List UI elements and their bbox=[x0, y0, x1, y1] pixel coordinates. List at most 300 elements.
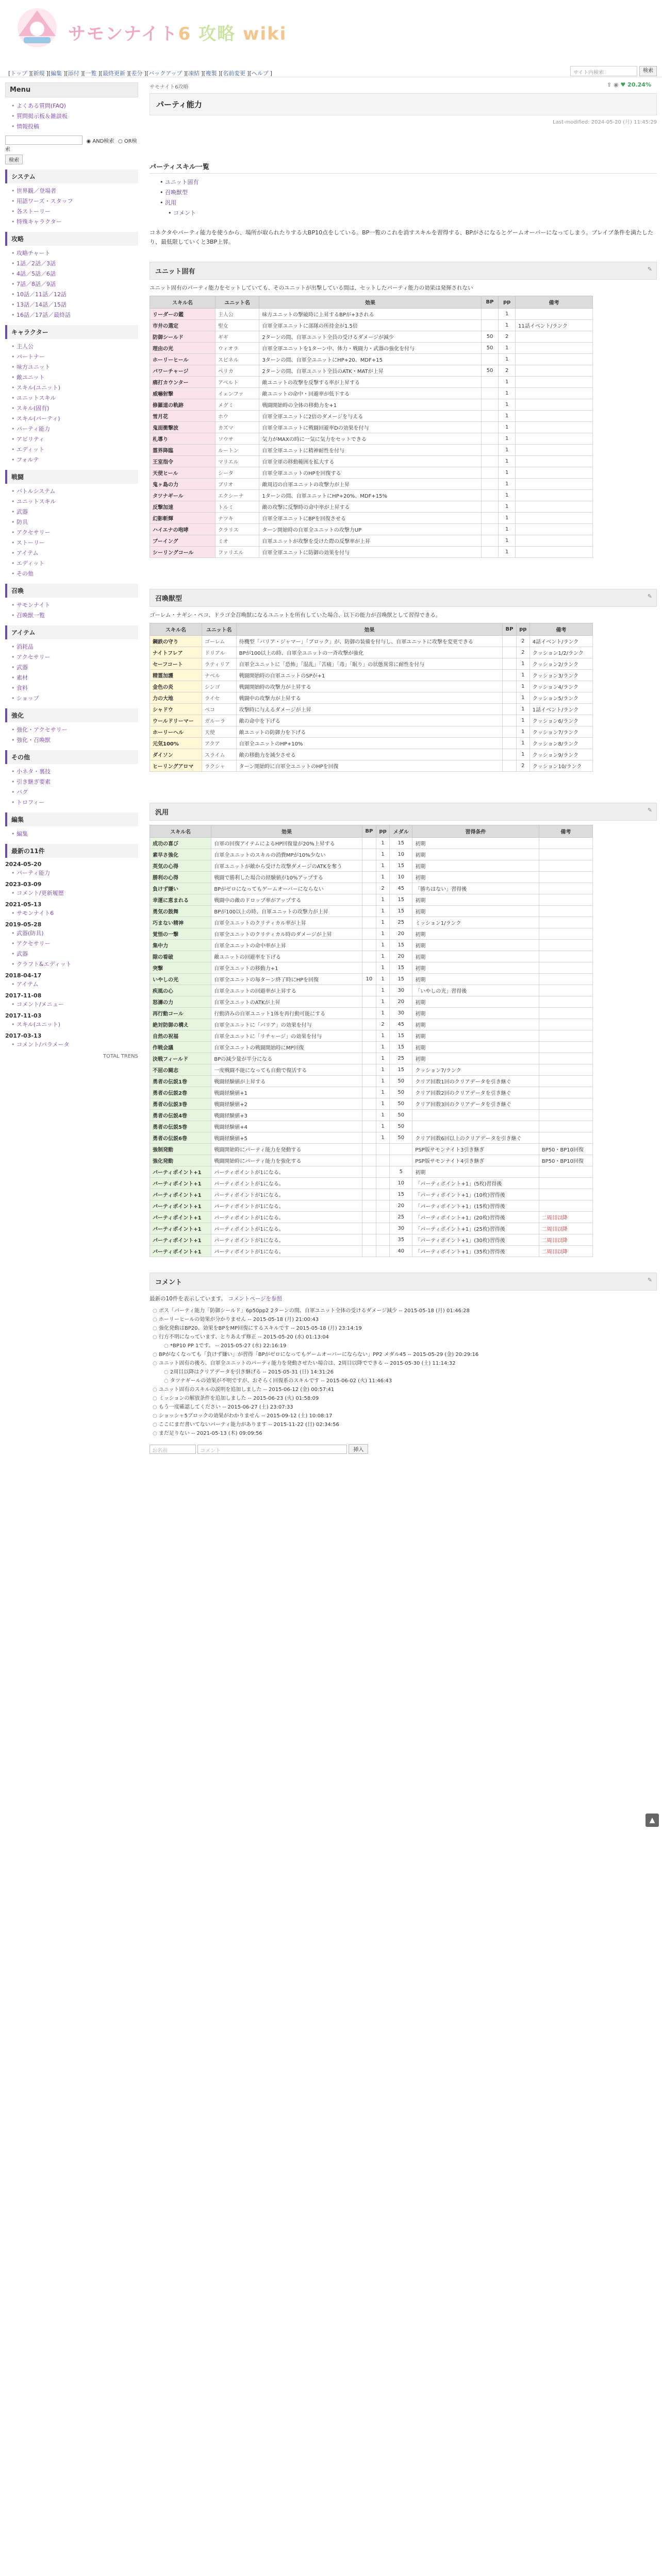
nav-link[interactable]: 新規 bbox=[33, 70, 45, 77]
table-row bbox=[150, 726, 593, 738]
nav-link[interactable]: トップ bbox=[10, 70, 27, 77]
edit-icon[interactable]: ✎ bbox=[647, 807, 652, 814]
recent-item bbox=[11, 959, 138, 969]
nav-link[interactable]: 差分 bbox=[131, 70, 143, 77]
table-cell: BP50・BP10回復 bbox=[539, 1144, 592, 1155]
recent-item-link[interactable]: コメント/メニュー bbox=[16, 1001, 64, 1008]
table-cell: 初期 bbox=[412, 894, 539, 906]
table-cell: アクア bbox=[202, 738, 236, 749]
comment-body-input[interactable]: コメント bbox=[197, 1445, 347, 1454]
nav-bracket: ] bbox=[201, 70, 204, 77]
sidebar-item-link[interactable]: 食料 bbox=[16, 685, 28, 691]
table-cell: 2 bbox=[376, 883, 389, 894]
table-row bbox=[150, 513, 593, 524]
skill-name-cell: 隙の看破 bbox=[150, 951, 211, 962]
summon-skill-table bbox=[150, 623, 593, 772]
table-row bbox=[150, 524, 593, 535]
sidebar-item bbox=[11, 600, 138, 610]
table-cell: カズマ bbox=[215, 422, 259, 433]
table-cell bbox=[539, 1042, 592, 1053]
nav-link[interactable]: 名前変更 bbox=[223, 70, 246, 77]
menu-title: Menu bbox=[5, 82, 138, 97]
sidebar-item bbox=[11, 196, 138, 206]
toc-link[interactable]: 汎用 bbox=[165, 199, 176, 206]
sidebar-item-link[interactable]: 味方ユニット bbox=[16, 364, 51, 370]
or-radio[interactable]: ○ OR検索 bbox=[5, 138, 137, 152]
table-cell bbox=[481, 513, 499, 524]
sidebar-item-link[interactable]: 13話／14話／15話 bbox=[16, 301, 67, 308]
sidebar-link[interactable]: よくある質問(FAQ) bbox=[16, 103, 66, 109]
sidebar-item-link[interactable]: その他 bbox=[16, 570, 34, 577]
sidebar-item-link[interactable]: アクセサリー bbox=[16, 654, 51, 660]
table-cell: 自軍全ユニットに「恐怖」「混乱」「苦痛」「毒」「眠り」の状態異常に耐性を付与 bbox=[236, 658, 503, 670]
table-cell: 1 bbox=[516, 726, 529, 738]
recent-items bbox=[5, 868, 138, 878]
nav-bracket: [ bbox=[8, 70, 11, 77]
table-cell: 1 bbox=[499, 547, 516, 558]
breadcrumb[interactable]: サモナイト6攻略 bbox=[150, 84, 189, 90]
table-cell: 初期 bbox=[412, 962, 539, 974]
table-cell: 1 bbox=[499, 535, 516, 547]
table-row bbox=[150, 309, 593, 320]
table-cell: 5 bbox=[390, 1166, 412, 1178]
skill-name-cell: ハイエナの咆哮 bbox=[150, 524, 216, 535]
table-cell: 気力がMAXの時に一気に気力をセットできる bbox=[259, 433, 481, 445]
table-cell: 1 bbox=[499, 501, 516, 513]
table-cell: 初期 bbox=[412, 906, 539, 917]
sidebar-item-link[interactable]: 敵ユニット bbox=[16, 374, 45, 381]
skill-name-cell: ヒーリングアロマ bbox=[150, 760, 202, 772]
table-cell bbox=[539, 1098, 592, 1110]
sidebar-link-item bbox=[11, 121, 138, 131]
section-summon-desc: ゴーレム・ナギシ・ペコ、ドラゴ全召喚獣になるユニットを所有していた場合、以下の能力が召喚獣として習得できる。 bbox=[150, 612, 441, 619]
scroll-top-icon[interactable]: ▲ bbox=[646, 1814, 659, 1827]
skill-name-cell: リーダーの鑑 bbox=[150, 309, 216, 320]
table-cell: 25 bbox=[390, 917, 412, 928]
table-cell: 2 bbox=[516, 760, 529, 772]
table-cell bbox=[362, 838, 376, 849]
table-cell: 1 bbox=[516, 738, 529, 749]
table-cell bbox=[516, 456, 593, 467]
sidebar-link[interactable]: 情報投稿 bbox=[16, 123, 39, 130]
table-cell: 初期 bbox=[412, 1042, 539, 1053]
table-cell bbox=[481, 445, 499, 456]
nav-bracket: ] bbox=[247, 70, 250, 77]
edit-icon[interactable]: ✎ bbox=[647, 593, 652, 600]
table-cell bbox=[362, 1189, 376, 1200]
table-cell: 自軍全ユニットの毎ターン終了時にHPを回復 bbox=[211, 974, 362, 985]
edit-icon[interactable]: ✎ bbox=[647, 266, 652, 273]
table-header-cell: ユニット名 bbox=[202, 623, 236, 636]
table-cell bbox=[539, 860, 592, 872]
table-cell: 待機型「バリア・ジャマー」「ブロック」が、防御の装備を付与し、自軍ユニットに攻撃を変更できる bbox=[236, 636, 503, 647]
sidebar-item bbox=[11, 351, 138, 362]
table-cell bbox=[516, 388, 593, 399]
toc-link[interactable]: 召喚獣型 bbox=[165, 189, 188, 196]
sidebar-item-link[interactable]: サモンナイト bbox=[16, 602, 51, 608]
sidebar-item-link[interactable]: アクセサリー bbox=[16, 529, 51, 536]
sidebar-item-link[interactable]: 強化・アクセサリー bbox=[16, 726, 68, 733]
table-row bbox=[150, 467, 593, 479]
sidebar-item bbox=[11, 558, 138, 568]
table-cell: 1 bbox=[376, 1110, 389, 1121]
toc-link[interactable]: ユニット固有 bbox=[165, 179, 199, 185]
table-cell: クリア回数2回のクリアデータを引き継ぐ bbox=[412, 1087, 539, 1098]
table-cell: 1 bbox=[376, 951, 389, 962]
sidebar-item-link[interactable]: ショップ bbox=[16, 695, 39, 702]
table-cell bbox=[516, 490, 593, 501]
sidebar-item-link[interactable]: 編集 bbox=[16, 831, 28, 837]
site-logo[interactable] bbox=[8, 5, 66, 49]
recent-items bbox=[5, 928, 138, 969]
sidebar-item-link[interactable]: 各ストーリー bbox=[16, 208, 51, 215]
table-cell bbox=[390, 1144, 412, 1155]
recent-item-link[interactable]: 武器(防具) bbox=[16, 930, 44, 937]
comment-item: ○ もう一度確認してください -- 2015-06-27 (土) 23:07:33 bbox=[153, 1403, 657, 1412]
sidebar-item-link[interactable]: バトルシステム bbox=[16, 488, 56, 495]
sidebar-item-link[interactable]: エディット bbox=[16, 560, 45, 567]
sidebar-section-title: システム bbox=[5, 170, 138, 183]
table-cell bbox=[539, 974, 592, 985]
table-cell: トルミ bbox=[215, 501, 259, 513]
table-cell: 50 bbox=[481, 365, 499, 377]
table-cell: 自軍全軍ユニットに精神耐性を付与 bbox=[259, 445, 481, 456]
table-cell bbox=[362, 849, 376, 860]
table-cell: 1 bbox=[376, 860, 389, 872]
table-cell: 初期 bbox=[412, 974, 539, 985]
table-cell bbox=[376, 1155, 389, 1166]
table-cell: クッション5/ランク bbox=[529, 692, 592, 704]
comment-name-input[interactable]: お名前 bbox=[150, 1445, 196, 1454]
table-header-cell: スキル名 bbox=[150, 623, 202, 636]
comment-item: ○ ボス「パーティ能力「防御シールド」6p50pp2 2ターンの間、自軍ユニット全体の受けるダメージ減少 -- 2015-05-18 (月) 01:46:28 bbox=[153, 1307, 657, 1315]
table-cell: クリア回数1回のクリアデータを引き継ぐ bbox=[412, 1076, 539, 1087]
and-radio[interactable]: ◉ AND検索 bbox=[86, 138, 114, 144]
table-cell: 自軍全ユニットの戦闘開始時にMP回復 bbox=[211, 1042, 362, 1053]
table-cell: 2ターンの間、自軍ユニット全員のATK・MATが上昇 bbox=[259, 365, 481, 377]
table-cell: 15 bbox=[390, 838, 412, 849]
table-row bbox=[150, 1144, 593, 1155]
sidebar-item-link[interactable]: アイテム bbox=[16, 550, 39, 556]
recent-item-link[interactable]: スキル(ユニット) bbox=[16, 1021, 61, 1028]
sidebar-item-link[interactable]: ユニットスキル bbox=[16, 498, 56, 505]
table-cell: パーティポイントが1になる。 bbox=[211, 1178, 362, 1189]
table-cell bbox=[539, 1189, 592, 1200]
skill-name-cell: パーティポイント+1 bbox=[150, 1166, 211, 1178]
table-cell: クッション3/ランク bbox=[529, 670, 592, 681]
table-cell: 50 bbox=[390, 1110, 412, 1121]
table-cell bbox=[539, 1064, 592, 1076]
skill-name-cell: 成功の喜び bbox=[150, 838, 211, 849]
sidebar-section-list bbox=[5, 724, 138, 745]
table-header-row bbox=[150, 623, 593, 636]
table-cell bbox=[539, 1087, 592, 1098]
recent-item-link[interactable]: アクセサリー bbox=[16, 940, 51, 947]
sidebar-item-link[interactable]: 武器 bbox=[16, 509, 28, 515]
table-cell: 1 bbox=[499, 467, 516, 479]
like-icon[interactable]: ♥ bbox=[620, 81, 626, 88]
sidebar-section-list bbox=[5, 185, 138, 227]
sidebar-item bbox=[11, 776, 138, 787]
table-cell: ミッション1/ランク bbox=[412, 917, 539, 928]
sidebar-link[interactable]: 質問掲示板＆雑談板 bbox=[16, 113, 68, 120]
sidebar-item-link[interactable]: 主人公 bbox=[16, 343, 34, 350]
table-cell bbox=[503, 670, 517, 681]
sidebar-item-link[interactable]: パーティ能力 bbox=[16, 426, 51, 432]
table-row bbox=[150, 749, 593, 760]
counter-label: TOTAL TRENS bbox=[103, 1054, 138, 1059]
sidebar-item bbox=[11, 434, 138, 444]
table-cell bbox=[539, 1110, 592, 1121]
comment-item: ○ ユニット固有のスキルの説明を追加しました -- 2015-06-12 (金) 00:57:41 bbox=[153, 1385, 657, 1394]
sidebar-item bbox=[11, 185, 138, 196]
table-cell bbox=[539, 1008, 592, 1019]
table-row bbox=[150, 860, 593, 872]
table-cell: 10 bbox=[390, 849, 412, 860]
skill-name-cell: 負けず嫌い bbox=[150, 883, 211, 894]
table-cell bbox=[390, 1155, 412, 1166]
table-cell: 15 bbox=[390, 894, 412, 906]
table-cell: 1 bbox=[376, 1098, 389, 1110]
recent-item bbox=[11, 888, 138, 898]
table-row bbox=[150, 894, 593, 906]
last-modified: Last-modified: 2024-05-20 (月) 11:45:29 bbox=[553, 120, 657, 125]
sidebar-item bbox=[11, 672, 138, 683]
table-cell: 自軍全ユニットの移動力+1 bbox=[211, 962, 362, 974]
sidebar-item-link[interactable]: 16話／17話／最終話 bbox=[16, 312, 71, 318]
skill-name-cell: 王室指令 bbox=[150, 456, 216, 467]
table-row bbox=[150, 1155, 593, 1166]
table-cell: 1 bbox=[376, 1076, 389, 1087]
table-cell: 「パーティポイント+1」(15枚)習得後 bbox=[412, 1200, 539, 1212]
nav-bracket: [ bbox=[100, 70, 103, 77]
recent-item-link[interactable]: 武器 bbox=[16, 951, 28, 957]
recent-item-link[interactable]: コメント/パラメータ bbox=[16, 1041, 70, 1048]
sidebar-item-link[interactable]: 特殊キャラクター bbox=[16, 218, 62, 225]
sidebar-item-link[interactable]: 武器 bbox=[16, 664, 28, 671]
table-cell: 初期 bbox=[412, 1008, 539, 1019]
table-row bbox=[150, 1053, 593, 1064]
sidebar-section-title: 戦闘 bbox=[5, 470, 138, 484]
sidebar-item-link[interactable]: 消耗品 bbox=[16, 643, 34, 650]
skill-name-cell: 力の大地 bbox=[150, 692, 202, 704]
sidebar-item-link[interactable]: アビリティ bbox=[16, 436, 44, 443]
sidebar-section-list bbox=[5, 641, 138, 703]
table-row bbox=[150, 365, 593, 377]
table-row bbox=[150, 1121, 593, 1132]
table-cell bbox=[539, 1053, 592, 1064]
sidebar-item-link[interactable]: トロフィー bbox=[16, 799, 45, 806]
table-cell: 戦闘開始時にパーティ能力を強化する bbox=[211, 1155, 362, 1166]
skill-name-cell: 鋼鉄の守り bbox=[150, 636, 202, 647]
sidebar-item-link[interactable]: 強化・召喚獣 bbox=[16, 737, 51, 743]
table-cell bbox=[481, 479, 499, 490]
table-cell bbox=[376, 1212, 389, 1223]
sidebar-item-link[interactable]: 防具 bbox=[16, 519, 28, 526]
table-cell bbox=[376, 1246, 389, 1257]
recent-item bbox=[11, 938, 138, 948]
recent-item-link[interactable]: サモンナイト6 bbox=[16, 910, 54, 917]
table-cell: 1 bbox=[499, 513, 516, 524]
table-cell: 自軍全ユニットのHP+10% bbox=[236, 738, 503, 749]
table-row bbox=[150, 996, 593, 1008]
table-cell: 戦闘経験値+4 bbox=[211, 1121, 362, 1132]
table-cell: 戦闘開始時の自軍ユニットのSPが+1 bbox=[236, 670, 503, 681]
table-row bbox=[150, 917, 593, 928]
like-count: 20.24% bbox=[627, 81, 651, 88]
nav-link[interactable]: 編集 bbox=[51, 70, 62, 77]
nav-bracket: ] bbox=[126, 70, 129, 77]
table-cell: 初期 bbox=[412, 872, 539, 883]
table-cell: クラリス bbox=[215, 524, 259, 535]
sidebar-item-link[interactable]: 小ネタ・裏技 bbox=[16, 768, 51, 775]
table-cell: 11話イベント/ランク bbox=[516, 320, 593, 331]
sidebar-item-link[interactable]: 召喚獣一覧 bbox=[16, 612, 45, 619]
table-cell: 戦闘経験値+1 bbox=[211, 1087, 362, 1098]
nav-link[interactable]: 凍結 bbox=[188, 70, 200, 77]
sidebar-item bbox=[11, 641, 138, 652]
sidebar-item-link[interactable]: エディット bbox=[16, 446, 45, 453]
skill-name-cell: いやしの光 bbox=[150, 974, 211, 985]
rss-icon[interactable]: ◉ bbox=[614, 81, 619, 88]
table-cell: ライセ bbox=[202, 692, 236, 704]
sidebar-item-link[interactable]: スキル(固有) bbox=[16, 405, 49, 412]
sidebar-item-link[interactable]: スキル(ユニット) bbox=[16, 384, 61, 391]
skill-name-cell: 絶対防御の構え bbox=[150, 1019, 211, 1030]
table-row bbox=[150, 354, 593, 365]
table-cell: 2 bbox=[499, 365, 516, 377]
table-header-cell: 習得条件 bbox=[412, 825, 539, 838]
table-cell bbox=[362, 1178, 376, 1189]
nav-bracket: [ bbox=[249, 70, 252, 77]
table-cell: 初期 bbox=[412, 996, 539, 1008]
nav-link[interactable]: 複製 bbox=[205, 70, 217, 77]
table-cell bbox=[539, 951, 592, 962]
toc-item bbox=[160, 208, 657, 218]
sidebar-item-link[interactable]: ストーリー bbox=[16, 539, 45, 546]
table-cell bbox=[481, 535, 499, 547]
table-cell: 戦闘開始時にパーティ能力を発動する bbox=[211, 1144, 362, 1155]
table-cell bbox=[362, 1121, 376, 1132]
sidebar-item-link[interactable]: 世界観／登場者 bbox=[16, 188, 56, 194]
table-cell: 1 bbox=[376, 917, 389, 928]
table-header-cell: pp bbox=[516, 623, 529, 636]
site-search-input[interactable]: サイト内検索 bbox=[570, 66, 637, 76]
table-cell: 自軍全ユニットのATKが上昇 bbox=[211, 996, 362, 1008]
table-cell: アベルト bbox=[215, 377, 259, 388]
table-cell: パーティポイントが1になる。 bbox=[211, 1223, 362, 1234]
comment-item: ○ ミッションの解放条件を追加しました -- 2015-06-23 (火) 01:58:09 bbox=[153, 1394, 657, 1403]
nav-link[interactable]: ヘルプ bbox=[251, 70, 269, 77]
comment-form bbox=[150, 1444, 657, 1454]
edit-icon[interactable]: ✎ bbox=[647, 1277, 652, 1284]
sidebar-item-link[interactable]: パートナー bbox=[16, 353, 45, 360]
sidebar-item-link[interactable]: 10話／11話／12話 bbox=[16, 291, 67, 298]
table-cell bbox=[362, 894, 376, 906]
table-row bbox=[150, 951, 593, 962]
recent-item-link[interactable]: アイテム bbox=[16, 981, 39, 988]
recent-item bbox=[11, 999, 138, 1009]
table-cell bbox=[362, 1246, 376, 1257]
table-cell: 40 bbox=[390, 1246, 412, 1257]
table-cell: 初期 bbox=[412, 1030, 539, 1042]
nav-link[interactable]: 一覧 bbox=[85, 70, 97, 77]
table-row bbox=[150, 377, 593, 388]
sidebar-item-link[interactable]: 攻略チャート bbox=[16, 250, 51, 257]
skill-name-cell: 素早さ強化 bbox=[150, 849, 211, 860]
sidebar-item-link[interactable]: 7話／8話／9話 bbox=[16, 281, 56, 287]
sidebar-item-link[interactable]: 引き継ぎ要素 bbox=[16, 778, 51, 785]
table-row bbox=[150, 1087, 593, 1098]
recent-item-link[interactable]: コメント/更新履歴 bbox=[16, 890, 64, 896]
section-comments bbox=[150, 1273, 657, 1291]
skill-name-cell: 疾風の心 bbox=[150, 985, 211, 996]
table-cell: 戦闘で勝利した場合の経験値が10%アップする bbox=[211, 872, 362, 883]
toc-link[interactable]: コメント bbox=[173, 210, 196, 216]
sidebar-section-title: 召喚 bbox=[5, 584, 138, 598]
nav-link[interactable]: 最終更新 bbox=[102, 70, 125, 77]
table-cell bbox=[376, 1234, 389, 1246]
sidebar-search-button[interactable]: 検索 bbox=[5, 155, 23, 164]
recent-item-link[interactable]: パーティ能力 bbox=[16, 870, 51, 876]
table-cell: BPがゼロになってもゲームオーバーにならない bbox=[211, 883, 362, 894]
skill-name-cell: 札導り bbox=[150, 433, 216, 445]
table-cell: 自軍の回復アイテムによるHP回復量が20%上昇する bbox=[211, 838, 362, 849]
sidebar-item-link[interactable]: ユニットスキル bbox=[16, 395, 56, 401]
sidebar-item-link[interactable]: 素材 bbox=[16, 674, 28, 681]
table-row bbox=[150, 974, 593, 985]
table-cell bbox=[362, 1064, 376, 1076]
sidebar-item-link[interactable]: 用語ワーズ・スタッフ bbox=[16, 198, 73, 205]
table-cell bbox=[376, 1178, 389, 1189]
nav-link[interactable]: バックアップ bbox=[148, 70, 183, 77]
sidebar-search-input[interactable] bbox=[5, 135, 82, 145]
sidebar-item bbox=[11, 268, 138, 279]
table-cell bbox=[362, 1223, 376, 1234]
table-row bbox=[150, 670, 593, 681]
table-cell: 戦闘開始時の全体の移動力を+1 bbox=[259, 399, 481, 411]
sidebar-item-link[interactable]: フォルテ bbox=[16, 456, 39, 463]
sidebar-item bbox=[11, 693, 138, 703]
table-cell: ターン開始時の自軍全ユニットの攻撃力UP bbox=[259, 524, 481, 535]
table-header-row bbox=[150, 825, 593, 838]
table-cell: 自軍全軍ユニットを1ターン中、体力・戦闘力・武器の強化を付与 bbox=[259, 343, 481, 354]
table-cell: 「パーティポイント+1」(20枚)習得後 bbox=[412, 1212, 539, 1223]
table-cell bbox=[481, 501, 499, 513]
table-cell: 15 bbox=[390, 1042, 412, 1053]
nav-link[interactable]: 添付 bbox=[68, 70, 79, 77]
comments-page-link[interactable]: コメントページを参照 bbox=[228, 1296, 283, 1302]
share-icon[interactable]: ⇪ bbox=[606, 81, 612, 88]
site-search-button[interactable]: 検索 bbox=[639, 66, 657, 76]
sidebar-item bbox=[11, 393, 138, 403]
table-header-cell: pp bbox=[376, 825, 389, 838]
table-cell: 1 bbox=[499, 399, 516, 411]
recent-item-link[interactable]: クラフト&エディット bbox=[16, 961, 72, 968]
table-cell: 50 bbox=[390, 1132, 412, 1144]
comment-submit-button[interactable]: 挿入 bbox=[349, 1444, 368, 1454]
sidebar-item-link[interactable]: スキル(パーティ) bbox=[16, 415, 60, 422]
sidebar-item-link[interactable]: 1話／2話／3話 bbox=[16, 260, 56, 267]
table-cell bbox=[362, 1155, 376, 1166]
sidebar-item-link[interactable]: バグ bbox=[16, 789, 28, 795]
table-cell bbox=[539, 1200, 592, 1212]
recent-date: 2017-11-08 bbox=[5, 992, 42, 999]
table-cell bbox=[362, 1030, 376, 1042]
sidebar-item-link[interactable]: 4話／5話／6話 bbox=[16, 270, 56, 277]
table-cell bbox=[516, 422, 593, 433]
table-cell bbox=[516, 331, 593, 343]
